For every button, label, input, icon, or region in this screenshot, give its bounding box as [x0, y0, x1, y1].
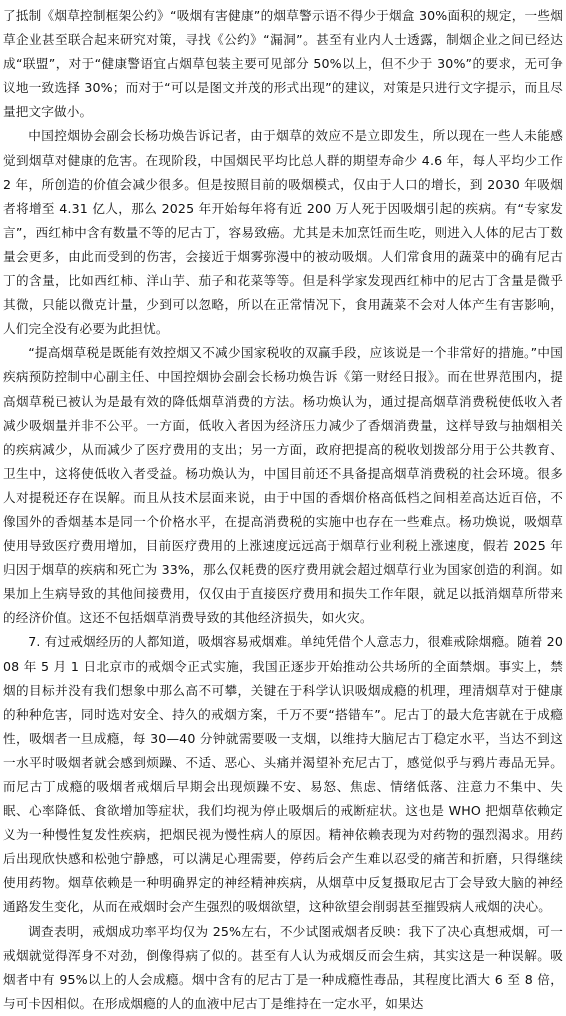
paragraph-3: “提高烟草税是既能有效控烟又不减少国家税收的双赢手段，应该说是一个非常好的措施。”中国疾病预防控制中心副主任、中国控烟协会副会长杨功焕告诉《第一财经日报》。而在世界范围内，提高烟草税已被认为是最有效的降低烟草消费的方法。杨功焕认为，通过提高烟草消费税使低收入者减少吸烟量并非不公平。一方面，低收入者因为经济压力减少了香烟消费量，这样导致与抽烟相关的疾病减少，从而减少了医疗费用的支出；另一方面，政府把提高的税收划拨部分用于公共教育、卫生中，这将使低收入者受益。杨功焕认为，中国目前还不具备提高烟草消费税的社会环境。很多人对提税还存在误解。而且从技术层面来说，由于中国的香烟价格高低档之间相差高达近百倍，不像国外的香烟基本是同一个价格水平，在提高消费税的实施中也存在一些难点。杨功焕说，吸烟草使用导致医疗费用增加，目前医疗费用的上涨速度远远高于烟草行业利税上涨速度，假若 2025 年归因于烟草的疾病和死亡为 33%，那么仅耗费的医疗费用就会超过烟草行业为国家创造的利润。如果加上生病导致的其他间接费用，仅仅由于直接医疗费用和损失工作年限，就足以抵消烟草所带来的经济价值。这还不包括烟草消费导致的其他经济损失，如火灾。 — [3, 345, 563, 626]
paragraph-2: 中国控烟协会副会长杨功焕告诉记者，由于烟草的效应不是立即发生，所以现在一些人未能感觉到烟草对健康的危害。在现阶段，中国烟民平均比总人群的期望寿命少 4.6 年，每人平均少工作 2 年，所创造的价值会减少很多。但是按照目前的吸烟模式，仅由于人口的增长，到 2030 年吸烟者将增至 4.31 亿人，那么 2025 年开始每年将有近 200 万人死于因吸烟引起的疾病。有“专家发言”，西红柿中含有数量不等的尼古丁，容易致癌。尤其是未加烹饪而生吃，则进入人体的尼古丁数量会更多，由此而受到的伤害，会接近于烟雾弥漫中的被动吸烟。人们常食用的蔬菜中的确有尼古丁的含量，比如西红柿、洋山芋、茄子和花菜等等。但是科学家发现西红柿中的尼古丁含量是微乎其微，只能以微克计量，少到可以忽略，所以在正常情况下，食用蔬菜不会对人体产生有害影响，人们完全没有必要为此担忧。 — [3, 128, 563, 337]
paragraph-1: 了抵制《烟草控制框架公约》“吸烟有害健康”的烟草警示语不得少于烟盒 30%面积的规定，一些烟草企业甚至联合起来研究对策，寻找《公约》“漏洞”。甚至有业内人士透露，制烟企业之间已经达成“联盟”，对于“健康警语宜占烟草包装主要可见部分 50%以上，但不少于 30%”的要求，无可争议地一致选择 30%；而对于“可以是图文并茂的形式出现”的建议，对策是只进行文字提示，而且尽量把文字做小。 — [3, 8, 563, 120]
paragraph-4: 7. 有过戒烟经历的人都知道，吸烟容易戒烟难。单纯凭借个人意志力，很难戒除烟瘾。随着 2008 年 5 月 1 日北京市的戒烟令正式实施，我国正逐步开始推动公共场所的全面禁烟。事实上，禁烟的目标并没有我们想象中那么高不可攀，关键在于科学认识吸烟成瘾的机理，理清烟草对于健康的种种危害，同时选对安全、持久的戒烟方案，千万不要“搭错车”。尼古丁的最大危害就在于成瘾性，吸烟者一旦成瘾，每 30—40 分钟就需要吸一支烟，以维持大脑尼古丁稳定水平，当达不到这一水平时吸烟者就会感到烦躁、不适、恶心、头痛并渴望补充尼古丁，感觉似乎与鸦片毒品无异。而尼古丁成瘾的吸烟者戒烟后早期会出现烦躁不安、易怒、焦虑、情绪低落、注意力不集中、失眠、心率降低、食欲增加等症状，我们均视为停止吸烟后的戒断症状。这也是 WHO 把烟草依赖定义为一种慢性复发性疾病，把烟民视为慢性病人的原因。精神依赖表现为对药物的强烈渴求。用药后出现欣快感和松弛宁静感，可以满足心理需要，停药后会产生难以忍受的痛苦和折磨，只得继续使用药物。烟草依赖是一种明确界定的神经精神疾病，从烟草中反复摄取尼古丁会导致大脑的神经通路发生变化，从而在戒烟时会产生强烈的吸烟欲望，这种欲望会削弱甚至摧毁病人戒烟的决心。 — [3, 634, 563, 915]
paragraph-5: 调查表明，戒烟成功率平均仅为 25%左右，不少试图戒烟者反映：我下了决心真想戒烟，可一戒烟就觉得浑身不对劲，倒像得病了似的。甚至有人认为戒烟反而会生病，其实这是一种误解。吸烟者中有 95%以上的人会成瘾。烟中含有的尼古丁是一种成瘾性毒品，其程度比酒大 6 至 8 倍，与可卡因相似。在形成烟瘾的人的血液中尼古丁是维持在一定水平，如果达 — [3, 923, 563, 1011]
